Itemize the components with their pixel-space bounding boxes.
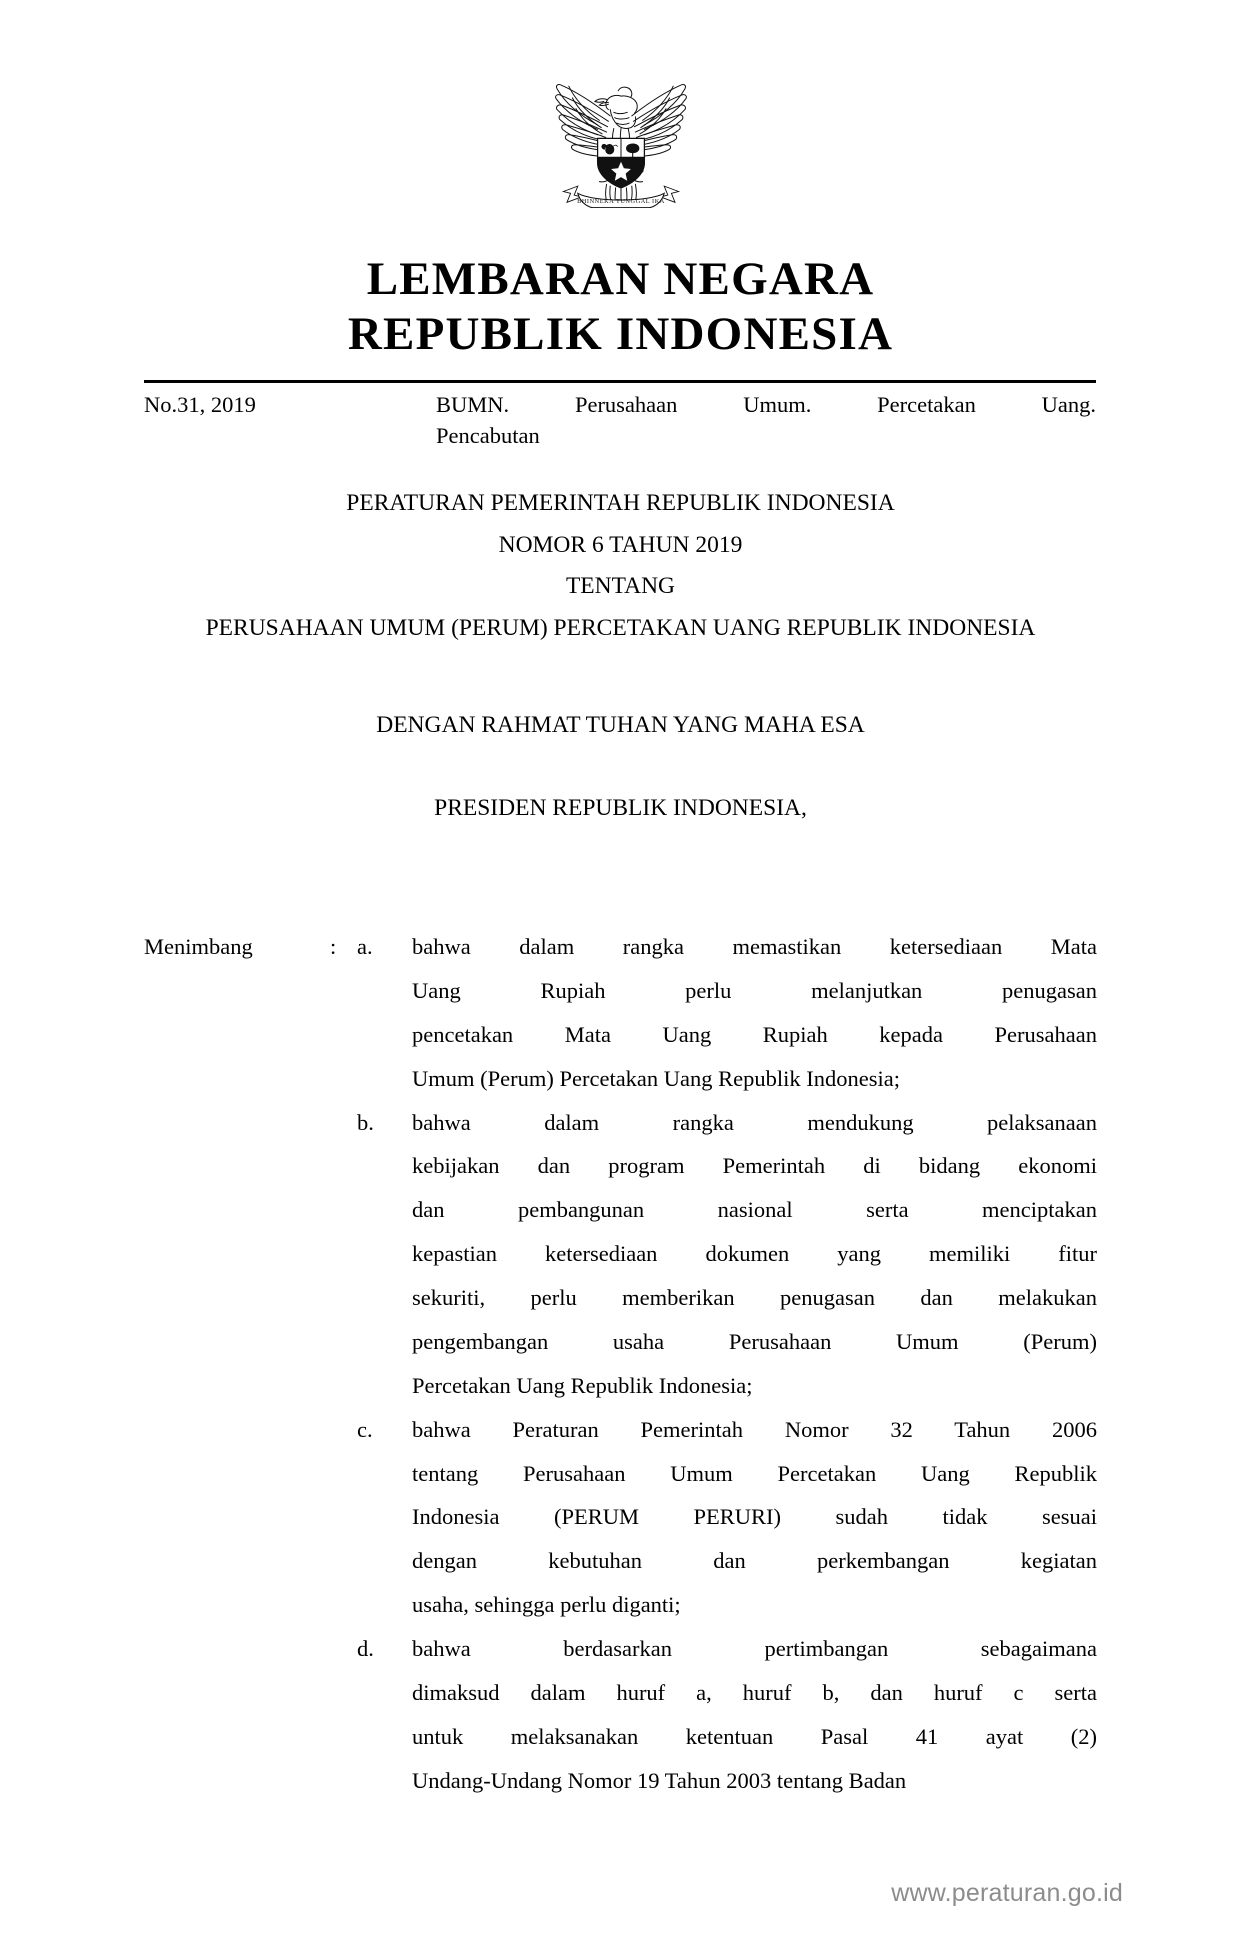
item-a-line-1: bahwa dalam rangka memastikan ketersediaan Mata — [412, 934, 1097, 959]
consideration-item-d — [144, 1627, 1097, 1803]
item-b-line-2: kebijakan dan program Pemerintah di bidang ekonomi — [412, 1153, 1097, 1179]
item-letter-d: d. — [357, 1636, 374, 1661]
considerations-section — [144, 925, 1097, 1803]
item-d-line-4: Undang-Undang Nomor 19 Tahun 2003 tentang Badan — [412, 1767, 907, 1793]
item-b-line-5: sekuriti, perlu memberikan penugasan dan melakukan — [412, 1285, 1097, 1310]
gazette-subject-line-2: Pencabutan — [436, 423, 540, 449]
item-text-d — [412, 1627, 1097, 1803]
masthead-line-2: REPUBLIK INDONESIA — [347, 307, 894, 360]
title-line-subject: PERUSAHAAN UMUM (PERUM) PERCETAKAN UANG REPUBLIK INDONESIA — [205, 614, 1036, 641]
item-text-a — [412, 925, 1097, 1101]
gazette-subject — [436, 389, 1096, 451]
considerations-label: Menimbang — [144, 934, 253, 959]
consideration-item-b — [144, 1101, 1097, 1408]
item-a-line-2: Uang Rupiah perlu melanjutkan penugasan — [412, 977, 1097, 1003]
title-line-tentang: TENTANG — [565, 573, 676, 599]
masthead — [0, 252, 1241, 361]
item-a-line-3: pencetakan Mata Uang Rupiah kepada Perusahaan — [412, 1021, 1097, 1047]
header-divider — [144, 380, 1096, 383]
consideration-item-c — [144, 1408, 1097, 1627]
item-c-line-2: tentang Perusahaan Umum Percetakan Uang Republik — [412, 1460, 1097, 1486]
item-d-line-2: dimaksud dalam huruf a, huruf b, dan huruf c serta — [412, 1679, 1097, 1705]
item-text-b — [412, 1101, 1097, 1408]
invocation-line: DENGAN RAHMAT TUHAN YANG MAHA ESA — [376, 712, 865, 738]
emblem-container — [0, 58, 1241, 208]
item-letter-b: b. — [357, 1109, 374, 1135]
regulation-title-block — [0, 492, 1241, 640]
item-b-line-1: bahwa dalam rangka mendukung pelaksanaan — [412, 1109, 1097, 1135]
title-line-authority: PERATURAN PEMERINTAH REPUBLIK INDONESIA — [346, 490, 895, 516]
gazette-subject-line-1: BUMN. Perusahaan Umum. Percetakan Uang. — [436, 392, 1096, 417]
emblem-motto-text: BHINNEKA TUNGGAL IKA — [576, 198, 665, 206]
item-b-line-6: pengembangan usaha Perusahaan Umum (Perum) — [412, 1328, 1097, 1354]
item-c-line-1: bahwa Peraturan Pemerintah Nomor 32 Tahun 2006 — [412, 1416, 1097, 1442]
item-letter-a: a. — [357, 934, 373, 959]
considerations-colon: : — [330, 934, 337, 959]
masthead-line-1: LEMBARAN NEGARA — [366, 253, 875, 305]
header-meta-row — [144, 389, 1096, 451]
title-line-number: NOMOR 6 TAHUN 2019 — [498, 531, 743, 558]
garuda-pancasila-icon — [531, 58, 711, 208]
item-a-line-4: Umum (Perum) Percetakan Uang Republik Indonesia; — [412, 1065, 901, 1091]
gazette-number: No.31, 2019 — [144, 392, 256, 417]
president-line: PRESIDEN REPUBLIK INDONESIA, — [434, 795, 807, 821]
item-b-line-7: Percetakan Uang Republik Indonesia; — [412, 1372, 753, 1398]
item-b-line-4: kepastian ketersediaan dokumen yang memiliki fitur — [412, 1241, 1097, 1267]
item-letter-c: c. — [357, 1416, 373, 1442]
item-d-line-1: bahwa berdasarkan pertimbangan sebagaimana — [412, 1636, 1097, 1661]
item-c-line-4: dengan kebutuhan dan perkembangan kegiatan — [412, 1548, 1097, 1574]
item-c-line-3: Indonesia (PERUM PERURI) sudah tidak sesuai — [412, 1504, 1097, 1530]
item-d-line-3: untuk melaksanakan ketentuan Pasal 41 ayat (2) — [412, 1723, 1097, 1749]
consideration-item-a — [144, 925, 1097, 1101]
item-c-line-5: usaha, sehingga perlu diganti; — [412, 1592, 681, 1618]
item-b-line-3: dan pembangunan nasional serta menciptakan — [412, 1197, 1097, 1223]
footer-watermark: www.peraturan.go.id — [891, 1879, 1123, 1907]
item-text-c — [412, 1408, 1097, 1627]
